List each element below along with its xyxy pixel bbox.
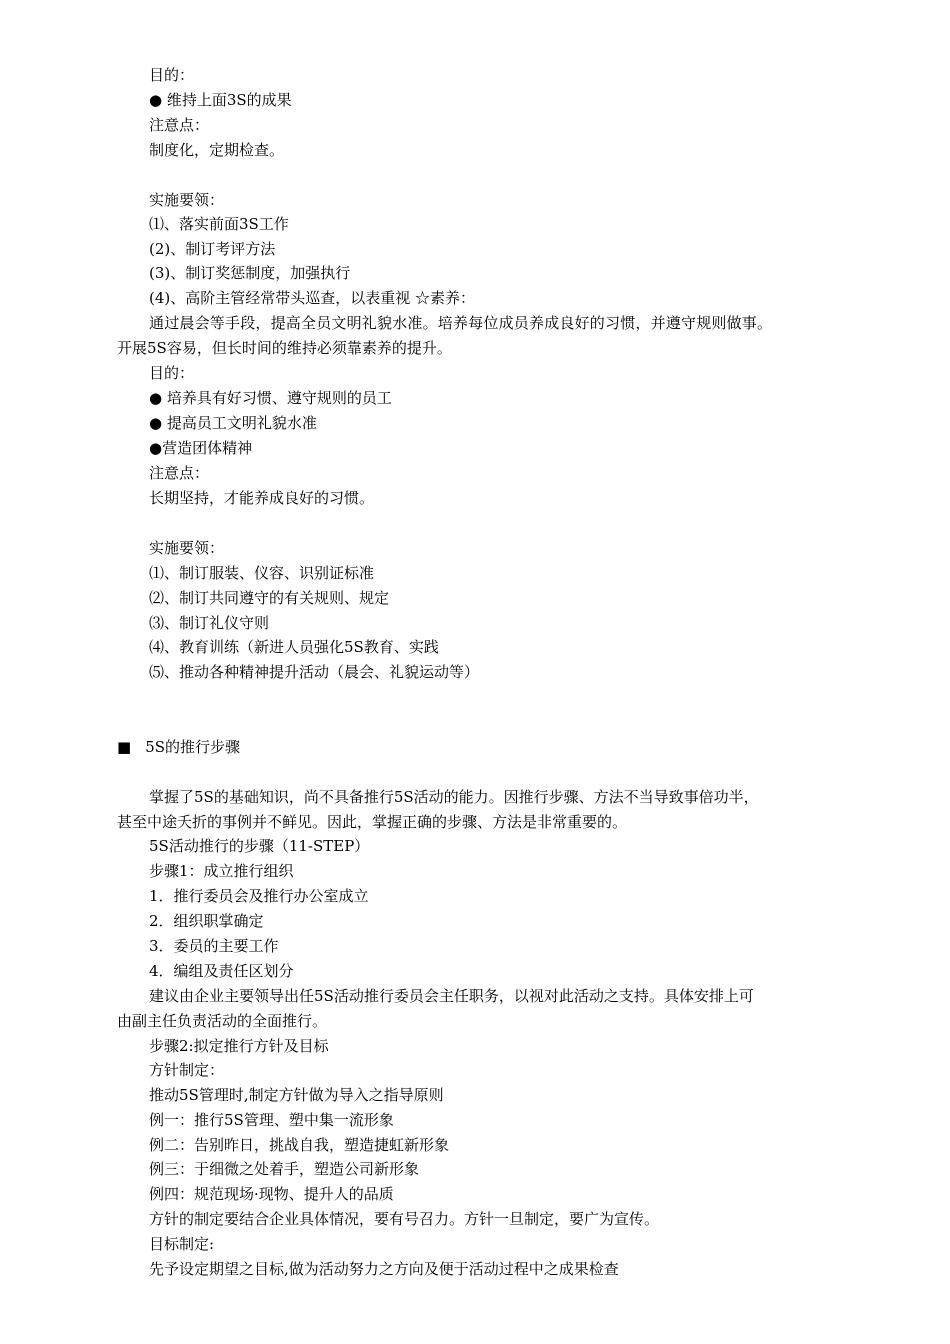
shitsuke-intro-continued: 开展5S容易，但长时间的维持必须靠素养的提升。 xyxy=(117,339,452,357)
step-item: 3．委员的主要工作 xyxy=(149,937,279,955)
purpose-item: ● 提高员工文明礼貌水准 xyxy=(149,414,317,432)
method-item: ⑴、制订服装、仪容、识别证标准 xyxy=(149,564,375,582)
policy-note: 方针的制定要结合企业具体情况，要有号召力。方针一旦制定，要广为宣传。 xyxy=(149,1210,660,1228)
steps-title: 5S活动推行的步骤（11-STEP） xyxy=(149,837,370,855)
method-label: 实施要领： xyxy=(149,191,225,209)
step-title: 步骤1：成立推行组织 xyxy=(149,862,294,880)
step-note: 建议由企业主要领导出任5S活动推行委员会主任职务，以视对此活动之支持。具体安排上可 xyxy=(149,987,754,1005)
caution-label: 注意点： xyxy=(149,464,210,482)
target-text: 先予设定期望之目标,做为活动努力之方向及便于活动过程中之成果检查 xyxy=(149,1260,619,1278)
method-item: (3)、制订奖惩制度，加强执行 xyxy=(149,264,351,282)
section-heading-text: 5S的推行步骤 xyxy=(145,738,241,756)
caution-text: 长期坚持，才能养成良好的习惯。 xyxy=(149,489,375,507)
method-item: ⑸、推动各种精神提升活动（晨会、礼貌运动等） xyxy=(149,663,480,681)
method-item: (4)、高阶主管经常带头巡查，以表重视 ☆素养： xyxy=(149,289,476,307)
steps-intro: 掌握了5S的基础知识，尚不具备推行5S活动的能力。因推行步骤、方法不当导致事倍功半， xyxy=(149,788,759,806)
square-bullet-icon: ■ xyxy=(117,738,132,756)
step-item: 1．推行委员会及推行办公室成立 xyxy=(149,887,369,905)
purpose-item: ● 维持上面3S的成果 xyxy=(149,91,292,109)
method-item: (2)、制订考评方法 xyxy=(149,240,276,258)
policy-text: 推动5S管理时,制定方针做为导入之指导原则 xyxy=(149,1086,444,1104)
purpose-item: ● 培养具有好习惯、遵守规则的员工 xyxy=(149,389,392,407)
policy-label: 方针制定： xyxy=(149,1061,225,1079)
example-item: 例四：规范现场·现物、提升人的品质 xyxy=(149,1185,394,1203)
section-heading xyxy=(117,737,240,757)
steps-intro-continued: 甚至中途夭折的事例并不鲜见。因此，掌握正确的步骤、方法是非常重要的。 xyxy=(117,813,628,831)
purpose-item: ●营造团体精神 xyxy=(149,439,253,457)
step-note-continued: 由副主任负责活动的全面推行。 xyxy=(117,1012,328,1030)
purpose-label: 目的： xyxy=(149,66,195,84)
method-item: ⑴、落实前面3S工作 xyxy=(149,215,289,233)
example-item: 例一：推行5S管理、塑中集一流形象 xyxy=(149,1111,394,1129)
method-item: ⑵、制订共同遵守的有关规则、规定 xyxy=(149,589,390,607)
step-item: 2．组织职掌确定 xyxy=(149,912,264,930)
target-label: 目标制定: xyxy=(149,1235,215,1253)
example-item: 例三：于细微之处着手，塑造公司新形象 xyxy=(149,1160,420,1178)
step-item: 4．编组及责任区划分 xyxy=(149,962,294,980)
example-item: 例二：告别昨日，挑战自我，塑造捷虹新形象 xyxy=(149,1136,450,1154)
step-title: 步骤2:拟定推行方针及目标 xyxy=(149,1037,329,1055)
method-label: 实施要领： xyxy=(149,539,225,557)
caution-text: 制度化，定期检查。 xyxy=(149,141,285,159)
shitsuke-intro: 通过晨会等手段，提高全员文明礼貌水准。培养每位成员养成良好的习惯，并遵守规则做事。 xyxy=(149,314,773,332)
caution-label: 注意点： xyxy=(149,116,210,134)
method-item: ⑷、教育训练（新进人员强化5S教育、实践 xyxy=(149,638,439,656)
purpose-label: 目的： xyxy=(149,364,195,382)
method-item: ⑶、制订礼仪守则 xyxy=(149,614,270,632)
